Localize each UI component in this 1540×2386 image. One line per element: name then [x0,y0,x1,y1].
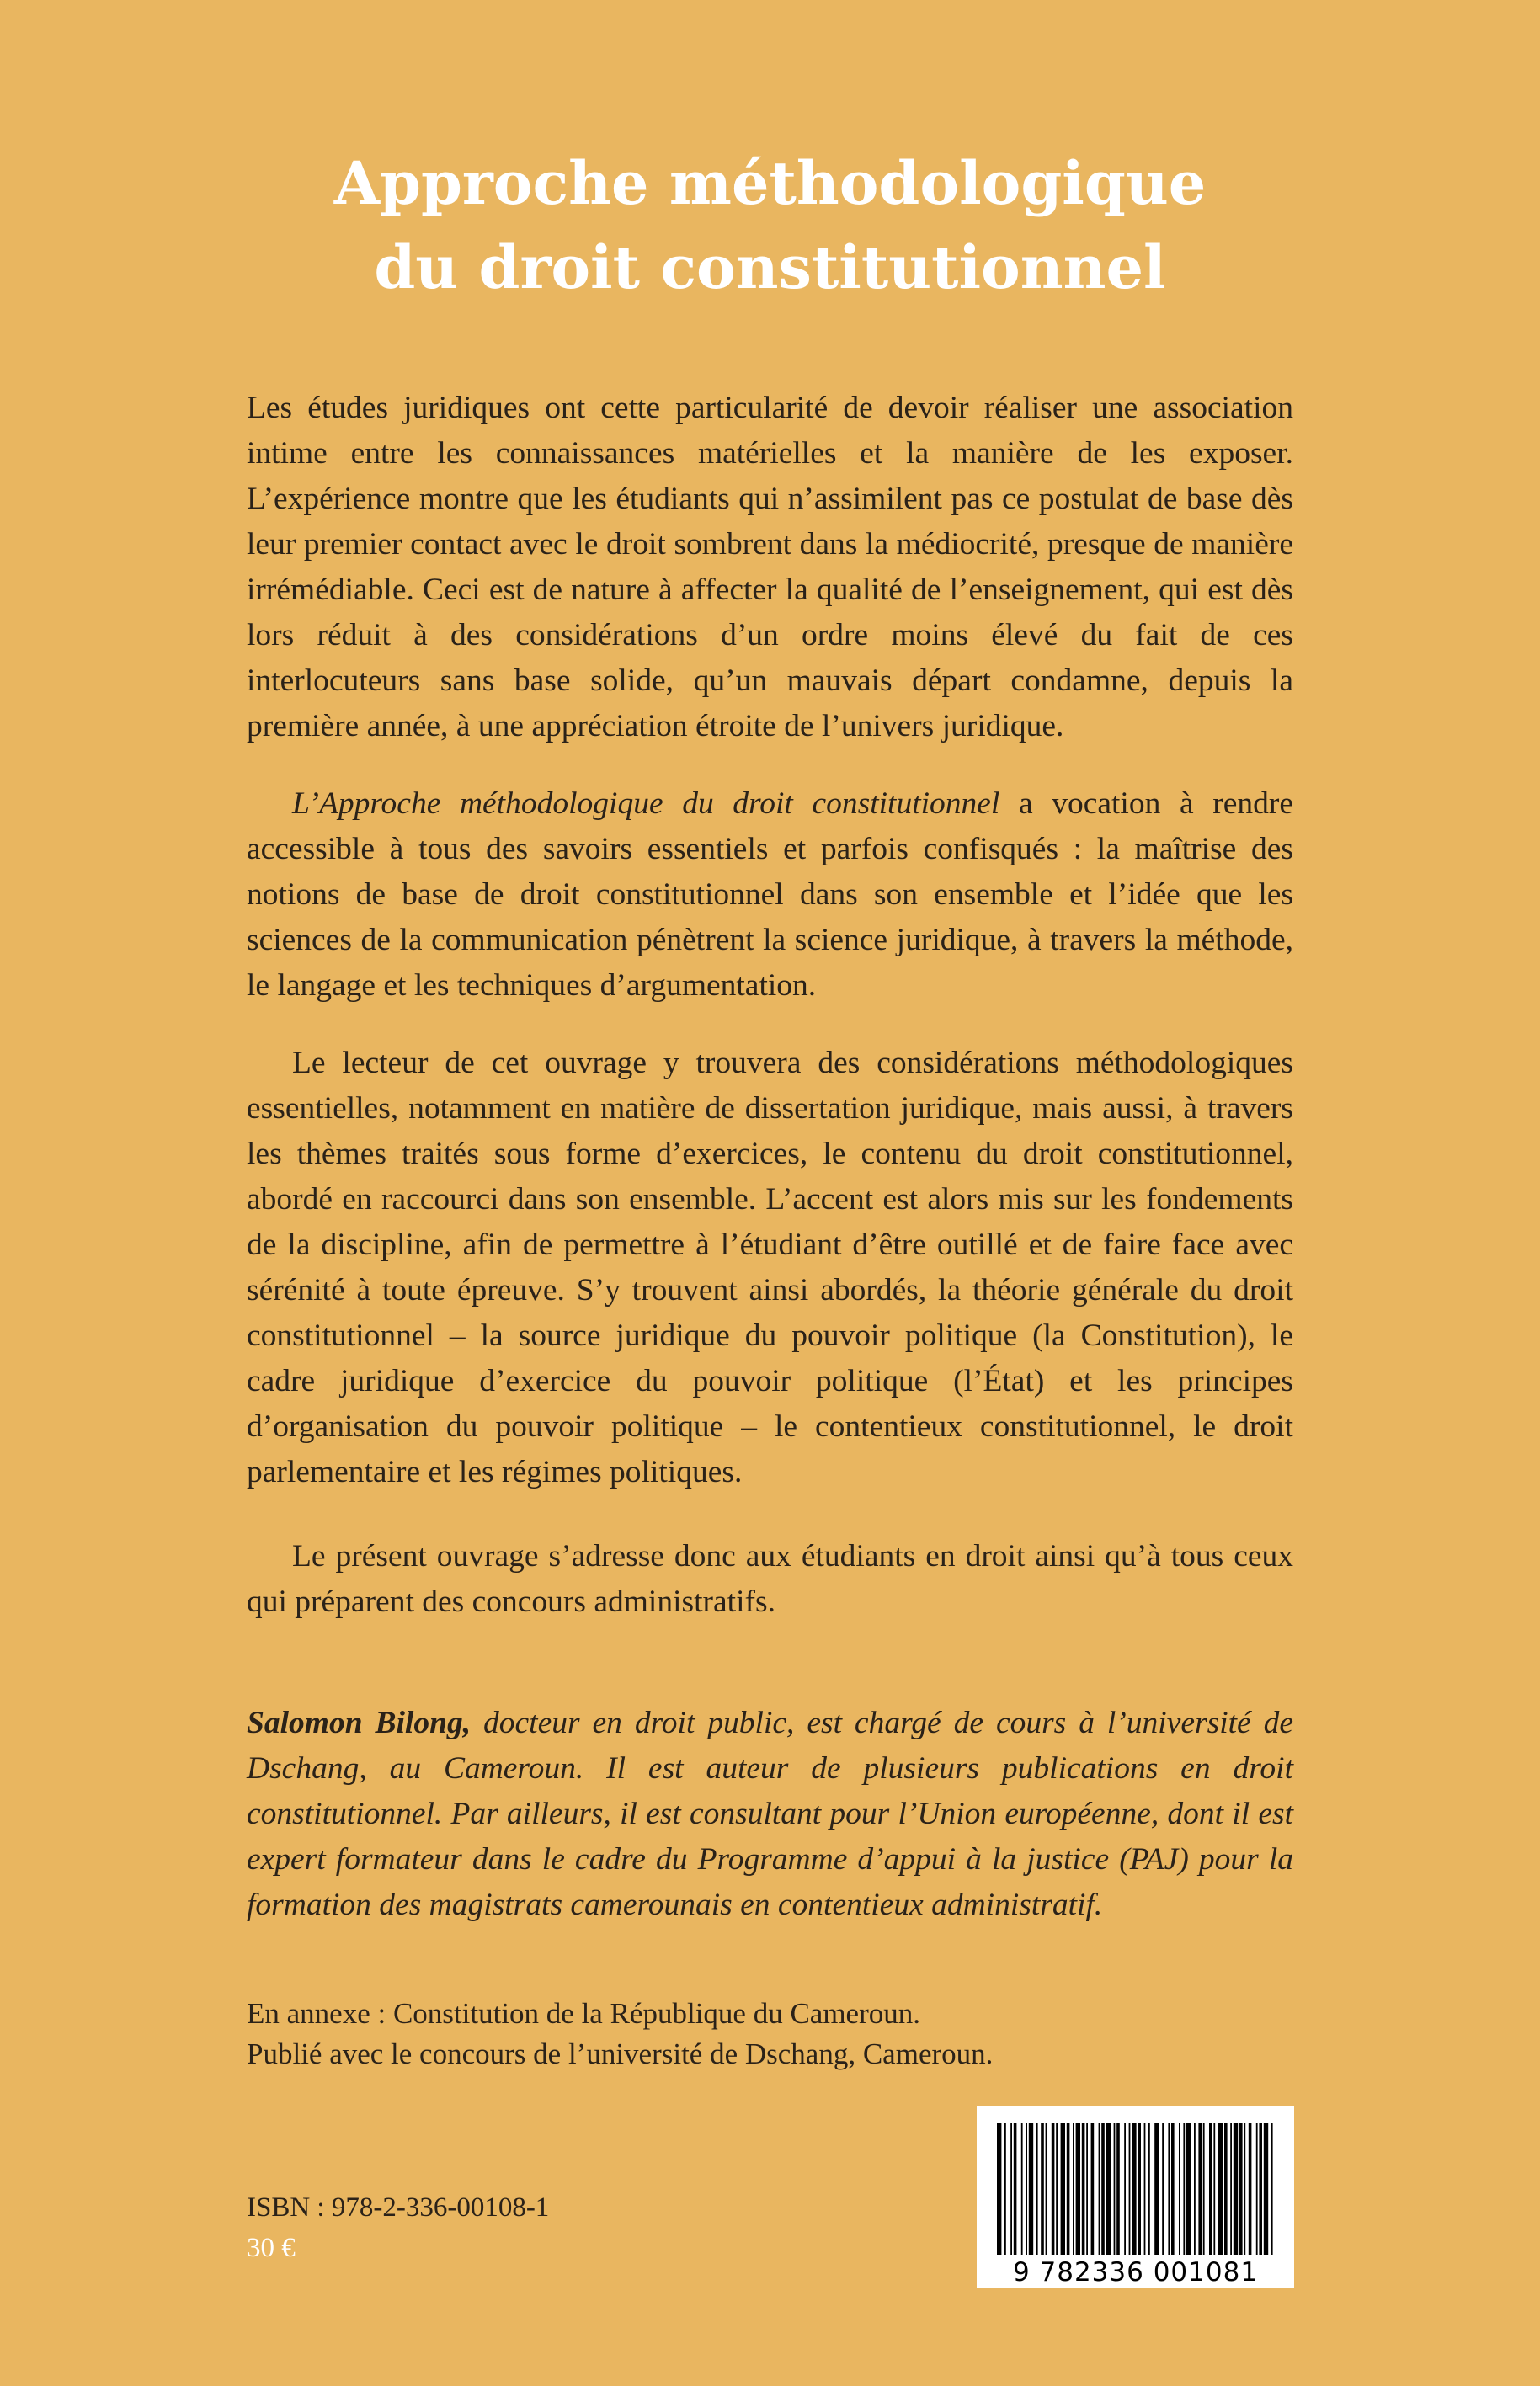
barcode-bar [1209,2123,1212,2255]
barcode-bar [1029,2123,1033,2255]
barcode-bar [997,2123,1001,2255]
barcode-bar [1076,2123,1080,2255]
barcode-digits: 9 782336 001081 [1012,2257,1259,2287]
barcode-bar [1082,2123,1085,2255]
barcode-bar [1144,2123,1146,2255]
paragraph-text: Les études juridiques ont cette particularité de devoir réaliser une association intime entre les connaissances matérielles et la manière de les exposer. L’expérience montre que les étudiants qui n’assimilent pas ce postulat de base dès leur premier contact avec le droit sombrent dans la médiocrité, presque de manière irrémédiable. Ceci est de nature à affecter la qualité de l’enseignement, qui est dès lors réduit à des considérations d’un ordre moins élevé du fait de ces interlocuteurs sans base solide, qu’un mauvais départ condamne, depuis la première année, à une appréciation étroite de l’univers juridique. [247,391,1293,743]
barcode-bar [1224,2123,1228,2255]
barcode-bar [1132,2123,1136,2255]
barcode-bar [1073,2123,1074,2255]
barcode-bar [1021,2123,1023,2255]
barcode-bar [1067,2123,1070,2255]
barcode-bar [1171,2123,1175,2255]
paragraph-text: Le présent ouvrage s’adresse donc aux étudiants en droit ainsi qu’à tous ceux qui préparent des concours administratifs. [247,1539,1293,1619]
isbn-label: ISBN : 978-2-336-00108-1 [247,2192,550,2223]
barcode-bar [1056,2123,1058,2255]
author-bio-text: docteur en droit public, est chargé de cours à l’université de Dschang, au Cameroun. Il est auteur de plusieurs publications en droit constitutionnel. Par ailleurs, il est consultant pour l’Union européenne, dont il est expert formateur dans le cadre du Programme d’appui à la justice (PAJ) pour la formation des magistrats camerounais en contentieux administratif. [247,1706,1294,1922]
paragraph-text: a vocation à rendre accessible à tous des savoirs essentiels et parfois confisqués : la maîtrise des notions de base de droit constitutionnel dans son ensemble et l’idée que les sciences de la communication pénètrent la science juridique, à travers la méthode, le langage et les techniques d’argumentation. [247,786,1293,1003]
barcode-bar [1129,2123,1131,2255]
barcode-bar [1106,2123,1111,2255]
title-line-1: Approche méthodologique [333,148,1207,218]
barcode-bar [1249,2123,1252,2255]
barcode-bar [1101,2123,1105,2255]
barcode-bar [1186,2123,1191,2255]
description-paragraph-1 [247,386,1293,749]
barcode-bar [1239,2123,1243,2255]
barcode-bar [1114,2123,1116,2255]
publication-notes [247,1994,1293,2074]
description-paragraph-4 [247,1534,1293,1625]
description-paragraph-3 [247,1041,1293,1495]
barcode-bar [1124,2123,1126,2255]
barcode-bar [1218,2123,1223,2255]
barcode-bar [1162,2123,1164,2255]
barcode-bar [1259,2123,1262,2255]
barcode-bar [1256,2123,1258,2255]
paragraph-text: Le lecteur de cet ouvrage y trouvera des considérations méthodologiques essentielles, notamment en matière de dissertation juridique, mais aussi, à travers les thèmes traités sous forme d’exercices, le contenu du droit constitutionnel, abordé en raccourci dans son ensemble. L’accent est alors mis sur les fondements de la discipline, afin de permettre à l’étudiant d’être outillé et de faire face avec sérénité à toute épreuve. S’y trouvent ainsi abordés, la théorie générale du droit constitutionnel – la source juridique du pouvoir politique (la Constitution), le cadre juridique d’exercice du pouvoir politique (l’État) et les principes d’organisation du pouvoir politique – le contentieux constitutionnel, le droit parlementaire et les régimes politiques. [247,1046,1293,1489]
barcode-bar [1036,2123,1038,2255]
barcode-bar [1203,2123,1205,2255]
title-line-2: du droit constitutionnel [374,232,1166,302]
barcode-bar [1010,2123,1012,2255]
barcode-bar [1183,2123,1185,2255]
annex-note: En annexe : Constitution de la République du Cameroun. [247,1997,920,2030]
barcode-bar [1041,2123,1044,2255]
barcode-bar [1198,2123,1202,2255]
barcode-bar [1086,2123,1088,2255]
barcode-bar [1004,2123,1006,2255]
book-title-italic: L’Approche méthodologique du droit constitutionnel [292,786,1000,821]
barcode-bar [1046,2123,1047,2255]
barcode-bar [1148,2123,1150,2255]
published-note: Publié avec le concours de l’université de Dschang, Cameroun. [247,2037,994,2070]
barcode-bar [1091,2123,1095,2255]
barcode-bar [1179,2123,1180,2255]
barcode [977,2106,1294,2288]
barcode-bar [1138,2123,1141,2255]
barcode-bar [1014,2123,1017,2255]
barcode-bar [1194,2123,1196,2255]
barcode-bar [1271,2123,1273,2255]
barcode-bar [1154,2123,1159,2255]
barcode-bar [1052,2123,1055,2255]
author-bio [247,1701,1293,1928]
barcode-bar [1099,2123,1100,2255]
barcode-bar [1026,2123,1027,2255]
barcode-bar [1264,2123,1268,2255]
barcode-bars [994,2123,1277,2255]
description-paragraph-2 [247,781,1293,1009]
price-label: 30 € [247,2233,296,2263]
book-title [0,141,1540,310]
barcode-bar [1234,2123,1238,2255]
barcode-bar [1230,2123,1232,2255]
author-name: Salomon Bilong, [247,1706,472,1740]
barcode-bar [1168,2123,1170,2255]
barcode-bar [1061,2123,1065,2255]
barcode-bar [1116,2123,1120,2255]
barcode-bar [1213,2123,1215,2255]
barcode-bar [1244,2123,1245,2255]
